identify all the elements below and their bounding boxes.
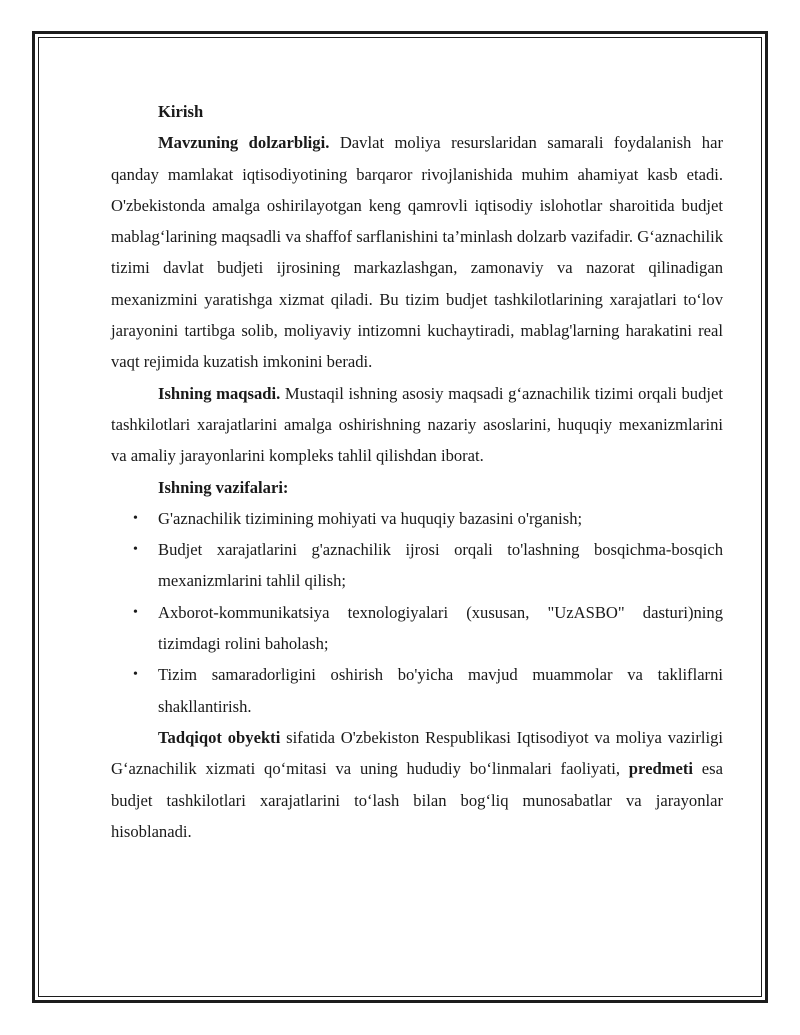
- task-text: G'aznachilik tizimining mohiyati va huquqiy bazasini o'rganish;: [158, 508, 583, 528]
- bullet-icon: •: [133, 542, 138, 558]
- goal-label: Ishning maqsadi.: [158, 383, 281, 403]
- task-text: Axborot-kommunikatsiya texnologiyalari (xususan, "UzASBO" dasturi)ning tizimdagi rolini baholash;: [158, 602, 723, 654]
- task-text: Tizim samaradorligini oshirish bo'yicha mavjud muammolar va takliflarni shakllantirish.: [158, 665, 723, 716]
- research-subject-label: predmeti: [628, 759, 694, 779]
- document-body: [111, 96, 723, 847]
- list-item: [133, 503, 723, 534]
- relevance-paragraph: [111, 127, 723, 377]
- tasks-list: [111, 503, 723, 722]
- relevance-label: Mavzuning dolzarbligi.: [158, 133, 330, 153]
- tasks-label: Ishning vazifalari:: [158, 477, 289, 497]
- research-object-label: Tadqiqot obyekti: [158, 727, 281, 747]
- research-subject-text: esa budjet tashkilotlari xarajatlarini to‘lash bilan bog‘liq munosabatlar va jarayonlar hisoblanadi.: [111, 759, 723, 841]
- bullet-icon: •: [133, 667, 138, 683]
- research-paragraph: [111, 722, 723, 847]
- bullet-icon: •: [133, 510, 138, 526]
- relevance-text: Davlat moliya resurslaridan samarali foydalanish har qanday mamlakat iqtisodiyotining barqaror rivojlanishida muhim ahamiyat kasb etadi. O'zbekistonda amalga oshirilayotgan keng qamrovli iqtisodiy islohotlar sharoitida budjet mablag‘larining maqsadli va shaffof sarflanishini ta’minlash dolzarb vazifadir. G‘aznachilik tizimi davlat budjeti ijrosining markazlashgan, zamonaviy va nazorat qilinadigan mexanizmini yaratishga xizmat qiladi. Bu tizim budjet tashkilotlarining xarajatlari to‘lov jarayonini tartibga solib, moliyaviy intizomni kuchaytiradi, mablag'larning harakatini real vaqt rejimida kuzatish imkonini beradi.: [111, 133, 723, 372]
- task-text: Budjet xarajatlarini g'aznachilik ijrosi orqali to'lashning bosqichma-bosqich mexanizmlarini tahlil qilish;: [158, 540, 723, 591]
- bullet-icon: •: [133, 604, 138, 620]
- goal-text: Mustaqil ishning asosiy maqsadi g‘aznachilik tizimi orqali budjet tashkilotlari xarajatlarini amalga oshirishning nazariy asoslarini, huquqiy mexanizmlarini va amaliy jarayonlarini kompleks tahlil qilishdan iborat.: [111, 383, 723, 466]
- list-item: [133, 534, 723, 597]
- tasks-heading: [111, 472, 723, 503]
- section-title-text: Kirish: [158, 102, 204, 121]
- list-item: [133, 597, 723, 660]
- list-item: [133, 659, 723, 722]
- section-title: [111, 96, 723, 127]
- research-object-text: sifatida O'zbekiston Respublikasi Iqtisodiyot va moliya vazirligi G‘aznachilik xizmati qo‘mitasi va uning hududiy bo‘linmalari faoliyati,: [111, 727, 723, 779]
- goal-paragraph: [111, 378, 723, 472]
